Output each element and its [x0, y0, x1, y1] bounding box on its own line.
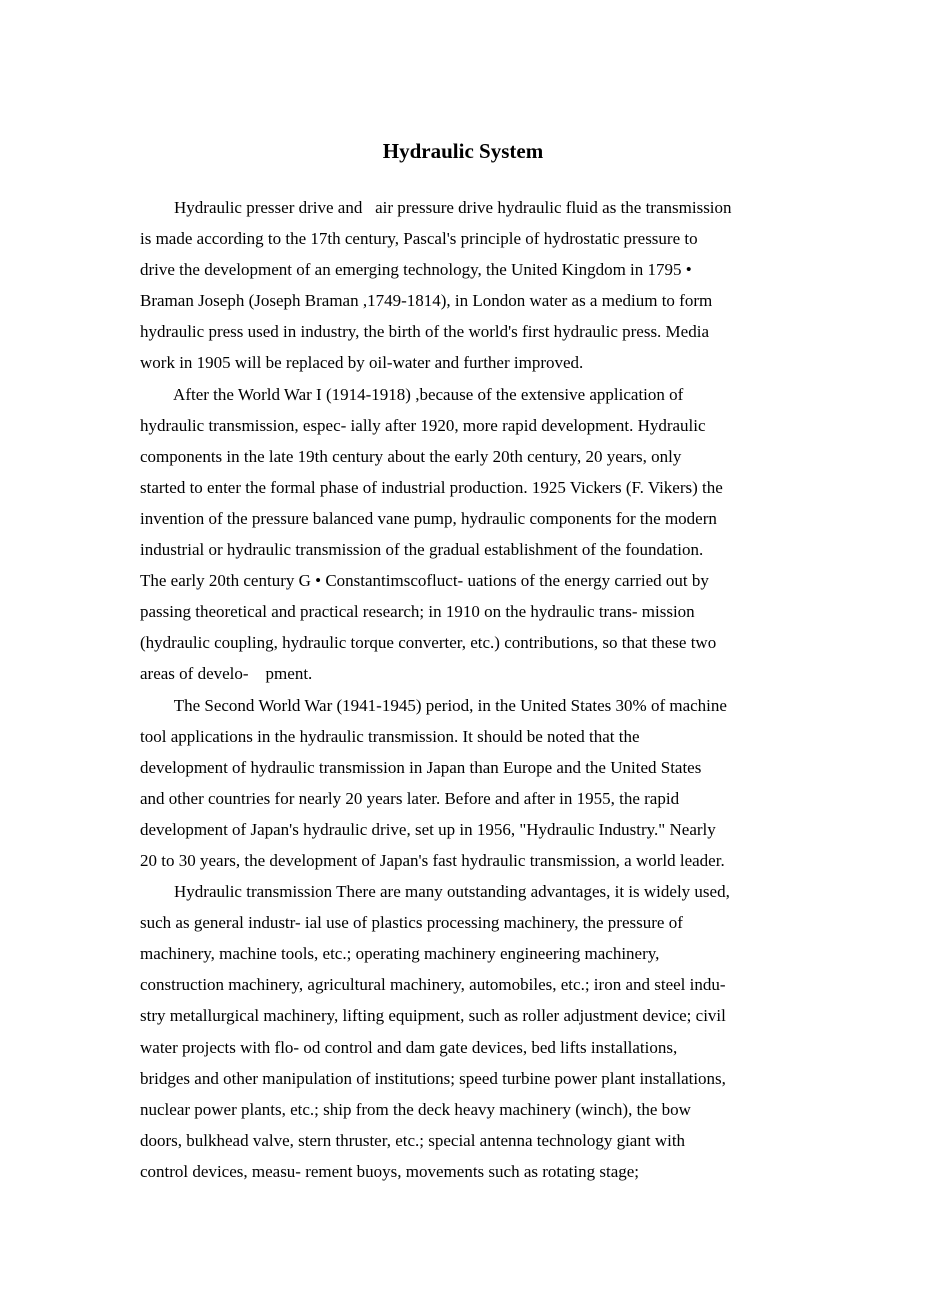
text-line: is made according to the 17th century, Pascal's principle of hydrostatic pressure to — [140, 229, 698, 249]
document-body — [140, 192, 800, 1187]
text-line: development of hydraulic transmission in Japan than Europe and the United States — [140, 757, 702, 777]
text-line: development of Japan's hydraulic drive, set up in 1956, "Hydraulic Industry." Nearly — [140, 819, 716, 839]
text-line: hydraulic transmission, espec- ially after 1920, more rapid development. Hydraulic — [140, 415, 706, 435]
text-line: components in the late 19th century about the early 20th century, 20 years, only — [140, 446, 682, 466]
text-line: tool applications in the hydraulic transmission. It should be noted that the — [140, 726, 640, 746]
text-line: areas of develo- pment. — [140, 664, 313, 684]
text-line: and other countries for nearly 20 years later. Before and after in 1955, the rapid — [140, 788, 680, 808]
text-line: hydraulic press used in industry, the birth of the world's first hydraulic press. Media — [140, 322, 709, 342]
text-line: construction machinery, agricultural machinery, automobiles, etc.; iron and steel indu- — [140, 975, 726, 995]
text-line: 20 to 30 years, the development of Japan's fast hydraulic transmission, a world leader. — [140, 850, 725, 870]
text-line: Hydraulic transmission There are many outstanding advantages, it is widely used, — [140, 882, 730, 902]
text-line: drive the development of an emerging technology, the United Kingdom in 1795 • — [140, 260, 692, 280]
text-line: stry metallurgical machinery, lifting equipment, such as roller adjustment device; civil — [140, 1006, 726, 1026]
text-line: machinery, machine tools, etc.; operating machinery engineering machinery, — [140, 944, 660, 964]
text-line: The early 20th century G • Constantimscofluct- uations of the energy carried out by — [140, 571, 709, 591]
text-line: industrial or hydraulic transmission of the gradual establishment of the foundation. — [140, 540, 704, 560]
text-line: Hydraulic presser drive and air pressure drive hydraulic fluid as the transmission — [140, 198, 732, 217]
text-line: invention of the pressure balanced vane pump, hydraulic components for the modern — [140, 508, 717, 528]
text-line: such as general industr- ial use of plastics processing machinery, the pressure of — [140, 913, 683, 933]
text-line: (hydraulic coupling, hydraulic torque converter, etc.) contributions, so that these two — [140, 633, 717, 653]
text-line: bridges and other manipulation of institutions; speed turbine power plant installations, — [140, 1068, 726, 1088]
text-line: Braman Joseph (Joseph Braman ,1749-1814), in London water as a medium to form — [140, 291, 713, 311]
text-line: passing theoretical and practical research; in 1910 on the hydraulic trans- mission — [140, 602, 695, 622]
text-line: After the World War I (1914-1918) ,because of the extensive application of — [140, 384, 684, 404]
text-line: doors, bulkhead valve, stern thruster, etc.; special antenna technology giant with — [140, 1130, 686, 1150]
text-line: water projects with flo- od control and dam gate devices, bed lifts installations, — [140, 1037, 678, 1057]
text-line: started to enter the formal phase of industrial production. 1925 Vickers (F. Vikers) the — [140, 477, 723, 497]
text-line: control devices, measu- rement buoys, movements such as rotating stage; — [140, 1161, 640, 1181]
text-line: work in 1905 will be replaced by oil-water and further improved. — [140, 353, 584, 373]
text-line: The Second World War (1941-1945) period, in the United States 30% of machine — [140, 695, 727, 715]
document-title: Hydraulic System — [382, 139, 544, 163]
text-line: nuclear power plants, etc.; ship from the deck heavy machinery (winch), the bow — [140, 1099, 691, 1119]
